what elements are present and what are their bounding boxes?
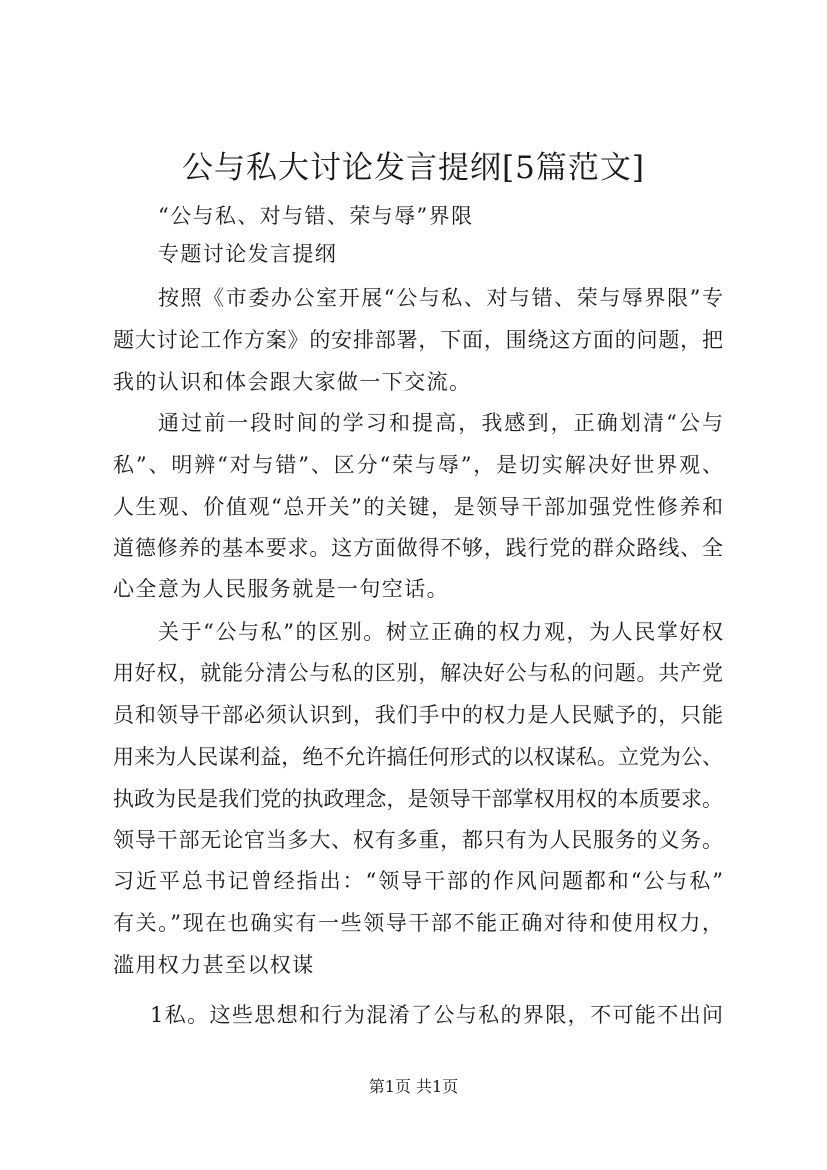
- paragraph-3-line-1: 关于“公与私”的区别。树立正确的权力观，为人民掌好权: [158, 620, 723, 644]
- paragraph-1-line-2: 题大讨论工作方案》的安排部署，下面，围绕这方面的问题，把: [113, 328, 723, 352]
- paragraph-2-line-2: 私”、明辨“对与错”、区分“荣与辱”，是切实解决好世界观、: [113, 453, 723, 477]
- paragraph-1-line-3: 我的认识和体会跟大家做一下交流。: [113, 370, 472, 394]
- paragraph-3-line-2: 用好权，就能分清公与私的区别，解决好公与私的问题。共产党: [113, 661, 723, 685]
- subtitle-line-2: 专题讨论发言提纲: [158, 242, 338, 266]
- subtitle-line-1: “公与私、对与错、荣与辱”界限: [158, 204, 474, 228]
- paragraph-3-line-6: 领导干部无论官当多大、权有多重，都只有为人民服务的义务。: [113, 828, 723, 852]
- document-title: 公与私大讨论发言提纲[5篇范文]: [182, 150, 645, 186]
- paragraph-2-line-1: 通过前一段时间的学习和提高，我感到，正确划清“公与: [158, 411, 723, 435]
- paragraph-2-line-4: 道德修养的基本要求。这方面做得不够，践行党的群众路线、全: [113, 536, 723, 560]
- paragraph-2-line-3: 人生观、价值观“总开关”的关键，是领导干部加强党性修养和: [113, 495, 723, 519]
- paragraph-1-line-1: 按照《市委办公室开展“公与私、对与错、荣与辱界限”专: [158, 286, 723, 310]
- paragraph-3-line-5: 执政为民是我们党的执政理念，是领导干部掌权用权的本质要求。: [113, 787, 723, 811]
- paragraph-3-line-9: 滥用权力甚至以权谋: [113, 953, 315, 977]
- paragraph-3-line-7: 习近平总书记曾经指出：“领导干部的作风问题都和“公与私”: [113, 869, 723, 893]
- paragraph-3-line-8: 有关。”现在也确实有一些领导干部不能正确对待和使用权力，: [113, 911, 723, 935]
- paragraph-2-line-5: 心全意为人民服务就是一句空话。: [113, 577, 449, 601]
- page-number-footer: 第1页 共1页: [368, 1077, 459, 1096]
- paragraph-3-line-3: 员和领导干部必须认识到，我们手中的权力是人民赋予的，只能: [113, 703, 723, 727]
- paragraph-3-line-4: 用来为人民谋利益，绝不允许搞任何形式的以权谋私。立党为公、: [113, 745, 723, 769]
- paragraph-4-line-1: 1私。这些思想和行为混淆了公与私的界限，不可能不出问: [150, 1003, 723, 1027]
